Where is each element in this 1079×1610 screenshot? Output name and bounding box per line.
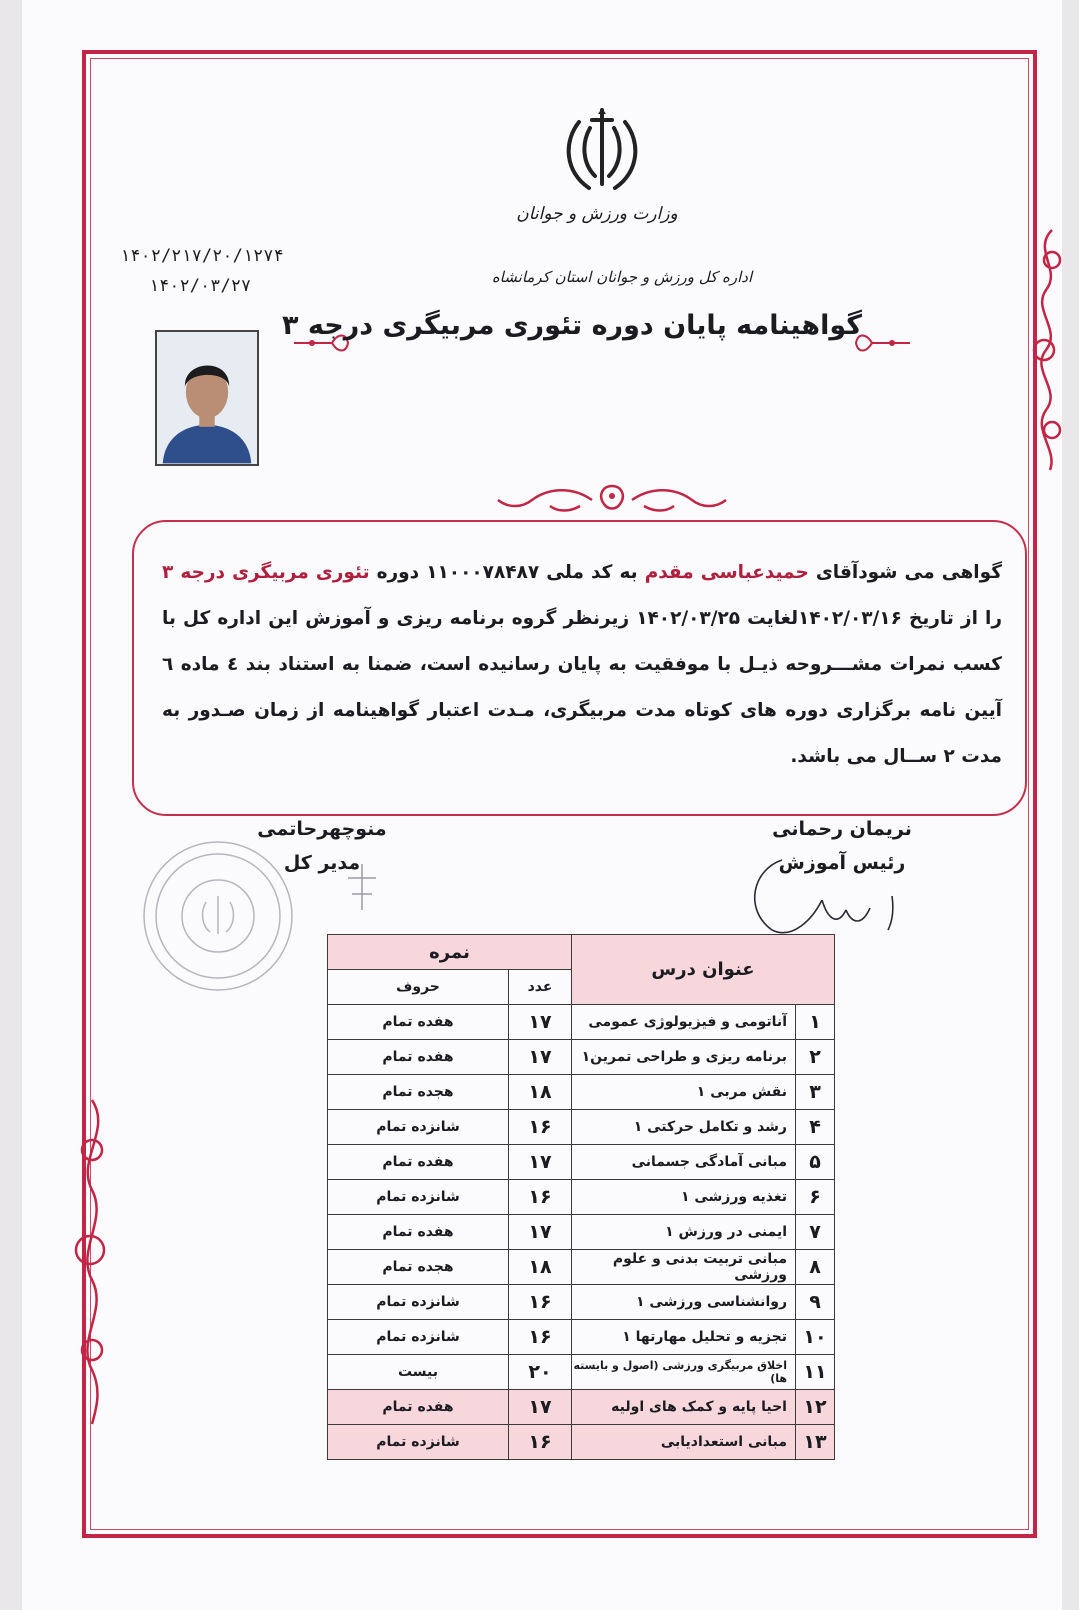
statement-part-2: به کد ملی ۱۱۰۰۰۷۸۴۸۷ دوره [369,562,645,583]
course-title: مبانی تربیت بدنی و علوم ورزشی [572,1250,796,1285]
grade-words: شانزده تمام [328,1110,509,1145]
divider-ornament-icon [492,476,732,522]
column-header-digits: عدد [509,970,572,1005]
course-title: تغذیه ورزشی ۱ [572,1180,796,1215]
grade-words: هفده تمام [328,1215,509,1250]
row-number: ۸ [796,1250,835,1285]
title-ornament-right-icon [852,330,912,356]
statement-part-3: را از تاریخ ۱۴۰۲/۰۳/۱۶لغایت ۱۴۰۲/۰۳/۲۵ زیرنظر گروه برنامه ریزی و آموزش این اداره کل با کسب نمرات مشـــروحه ذیـل با موفقیت به پایان رسانیده است، ضمنا به استناد بند ٤ ماده ٦ آیین نامه برگزاری دوره های کوتاه مدت مربیگری، مـدت اعتبار گواهینامه از زمان صـدور به مدت ۲ ســال می باشد. [162,608,1002,767]
grade-digits: ۱۷ [509,1040,572,1075]
reference-number: ۱۴۰۲/۲۱۷/۲۰/۱۲۷۴ [120,246,284,266]
table-row [328,1425,835,1460]
course-title: روانشناسی ورزشی ۱ [572,1285,796,1320]
grade-digits: ۱۷ [509,1145,572,1180]
grade-digits: ۱۶ [509,1110,572,1145]
column-header-letters: حروف [328,970,509,1005]
grade-digits: ۱۸ [509,1075,572,1110]
column-header-grade: نمره [328,935,572,970]
grade-words: هفده تمام [328,1040,509,1075]
row-number: ۶ [796,1180,835,1215]
table-row [328,1355,835,1390]
side-ornament-right-icon [1022,220,1070,480]
course-title: احیا پایه و کمک های اولیه [572,1390,796,1425]
grade-words: هجده تمام [328,1250,509,1285]
column-header-course: عنوان درس [572,935,835,1005]
row-number: ۱۱ [796,1355,835,1390]
grade-digits: ۲۰ [509,1355,572,1390]
grade-words: شانزده تمام [328,1320,509,1355]
table-row [328,1285,835,1320]
grade-words: شانزده تمام [328,1285,509,1320]
table-row [328,1390,835,1425]
training-head-name: نریمان رحمانی [772,818,912,840]
table-row [328,1180,835,1215]
table-row [328,1110,835,1145]
course-title: مبانی آمادگی جسمانی [572,1145,796,1180]
director-title: مدیر کل [283,852,361,874]
row-number: ۹ [796,1285,835,1320]
director-name: منوچهرحاتمی [257,818,387,840]
table-row [328,1075,835,1110]
grade-words: هفده تمام [328,1390,509,1425]
grade-words: بیست [328,1355,509,1390]
row-number: ۱۰ [796,1320,835,1355]
table-row [328,1215,835,1250]
course-title: ایمنی در ورزش ۱ [572,1215,796,1250]
statement-text [162,550,1002,780]
row-number: ۱ [796,1005,835,1040]
row-number: ۱۳ [796,1425,835,1460]
grade-words: هفده تمام [328,1145,509,1180]
grade-digits: ۱۶ [509,1320,572,1355]
grade-words: شانزده تمام [328,1425,509,1460]
course-title: اخلاق مربیگری ورزشی (اصول و بایسته ها) [572,1355,796,1390]
course-title: مبانی استعدادیابی [572,1425,796,1460]
grade-digits: ۱۶ [509,1180,572,1215]
ministry-name: وزارت ورزش و جوانان [516,204,678,224]
table-row [328,1145,835,1180]
row-number: ۴ [796,1110,835,1145]
grade-digits: ۱۸ [509,1250,572,1285]
reference-date: ۱۴۰۲/۰۳/۲۷ [148,276,252,296]
row-number: ۱۲ [796,1390,835,1425]
course-title: تجزیه و تحلیل مهارتها ۱ [572,1320,796,1355]
row-number: ۲ [796,1040,835,1075]
director-signature-icon [342,858,382,918]
row-number: ۳ [796,1075,835,1110]
table-row [328,1320,835,1355]
grade-digits: ۱۶ [509,1285,572,1320]
statement-part-1: گواهی می شودآقای [808,562,1002,583]
grade-digits: ۱۷ [509,1390,572,1425]
side-ornament-left-icon [62,1090,122,1430]
course-title: آناتومی و فیزیولوژی عمومی [572,1005,796,1040]
grade-digits: ۱۶ [509,1425,572,1460]
grade-words: شانزده تمام [328,1180,509,1215]
grades-table [327,934,835,1460]
certificate-page [22,0,1062,1610]
training-head-title: رئیس آموزش [778,852,906,874]
grade-digits: ۱۷ [509,1215,572,1250]
table-row [328,1040,835,1075]
row-number: ۵ [796,1145,835,1180]
certificate-title: گواهینامه پایان دوره تئوری مربیگری درجه ۳ [281,310,862,341]
course-title: برنامه ریزی و طراحی تمرین۱ [572,1040,796,1075]
grade-words: هفده تمام [328,1005,509,1040]
course-title: نقش مربی ۱ [572,1075,796,1110]
department-name: اداره کل ورزش و جوانان استان کرمانشاه [491,268,753,286]
holder-name: حمیدعباسی مقدم [644,562,809,583]
iran-emblem-icon [557,102,647,198]
row-number: ۷ [796,1215,835,1250]
table-row [328,1250,835,1285]
course-title: رشد و تکامل حرکتی ۱ [572,1110,796,1145]
course-name: تئوری مربیگری درجه ۳ [162,562,370,583]
training-head-signature-icon [742,850,912,940]
table-row [328,1005,835,1040]
holder-photo [155,330,259,466]
grade-words: هجده تمام [328,1075,509,1110]
grade-digits: ۱۷ [509,1005,572,1040]
